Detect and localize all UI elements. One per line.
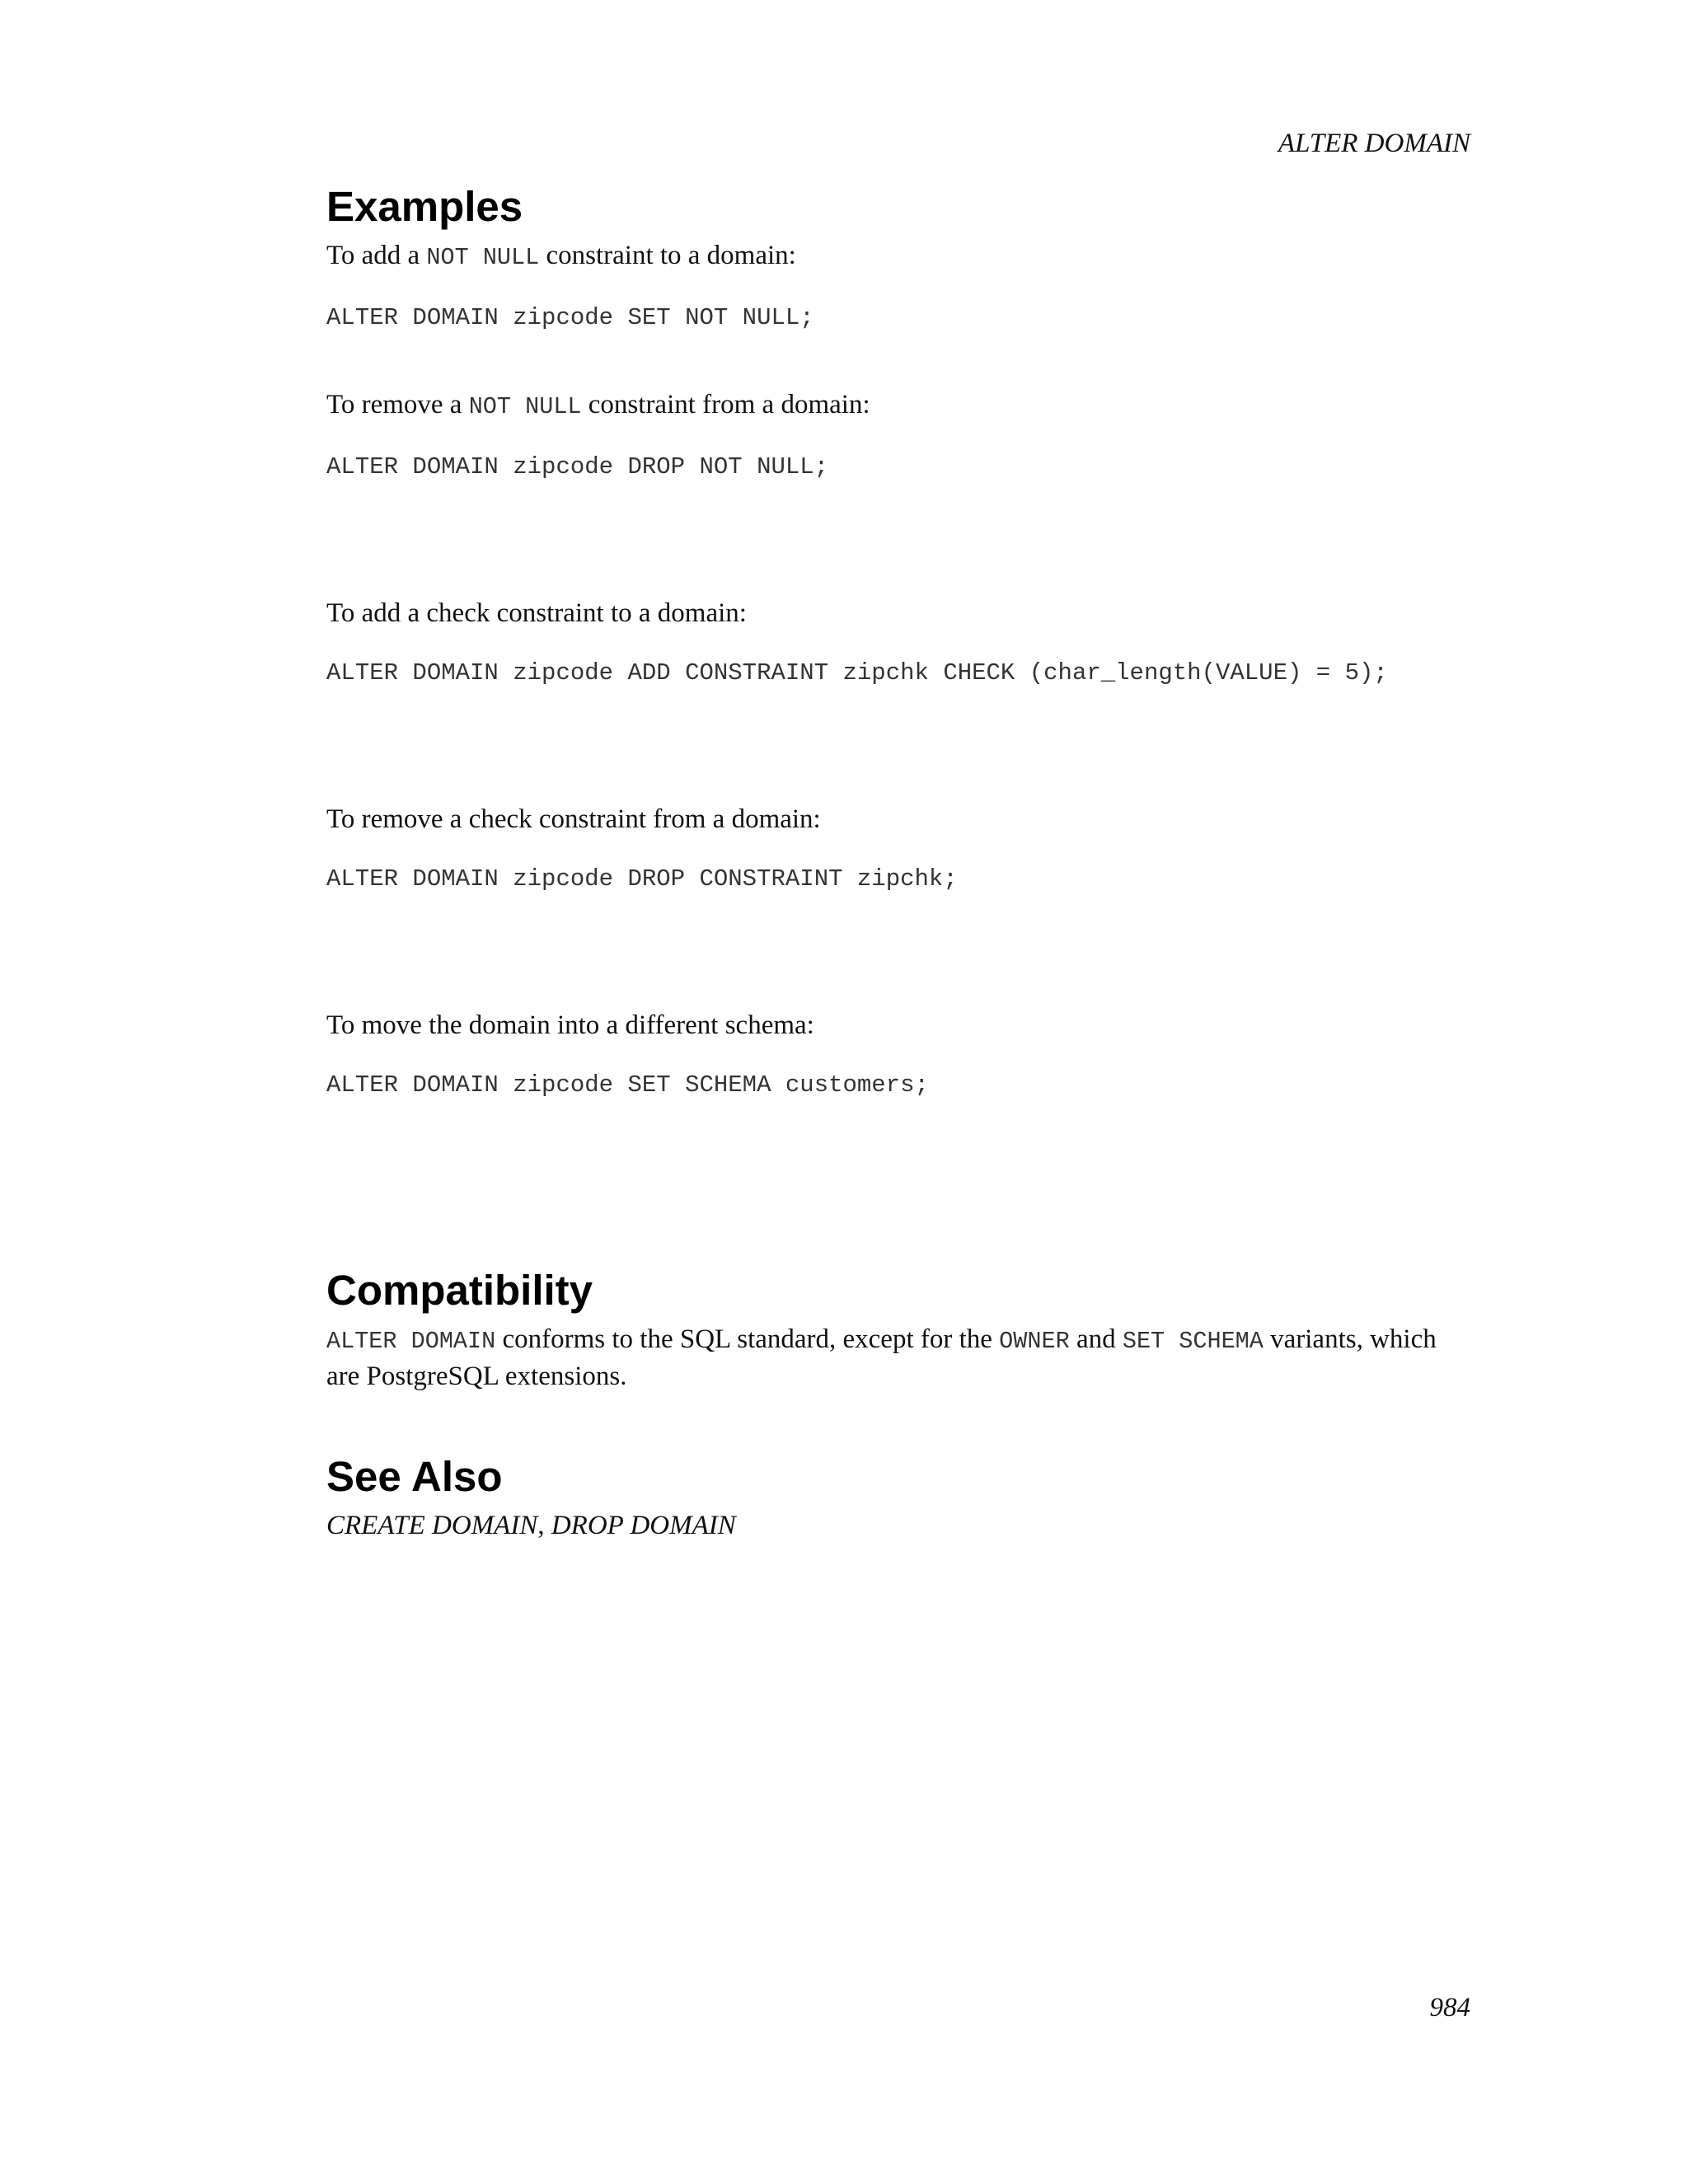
inline-code: NOT NULL [468, 393, 582, 420]
see-also-links: CREATE DOMAIN, DROP DOMAIN [326, 1511, 736, 1540]
example-2-code: ALTER DOMAIN zipcode DROP NOT NULL; [326, 453, 829, 480]
link-create-domain[interactable]: CREATE DOMAIN [326, 1511, 538, 1540]
example-1-code: ALTER DOMAIN zipcode SET NOT NULL; [326, 304, 814, 331]
example-3-code: ALTER DOMAIN zipcode ADD CONSTRAINT zipchk CHECK (char_length(VALUE) = 5); [326, 659, 1388, 687]
example-4-code: ALTER DOMAIN zipcode DROP CONSTRAINT zipchk; [326, 865, 958, 893]
page-content [326, 178, 1470, 1543]
see-also-heading: See Also [326, 1453, 503, 1500]
compatibility-heading: Compatibility [326, 1267, 593, 1314]
running-header-title: ALTER DOMAIN [1278, 129, 1470, 158]
example-5-intro: To move the domain into a different schema: [326, 1010, 814, 1040]
inline-code: ALTER DOMAIN [326, 1328, 496, 1355]
example-2-intro: To remove a NOT NULL constraint from a domain: [326, 390, 870, 420]
inline-code: SET SCHEMA [1122, 1328, 1264, 1355]
compatibility-text: ALTER DOMAIN conforms to the SQL standard, except for the OWNER and SET SCHEMA variants, which are PostgreSQL extensions. [326, 1324, 1437, 1391]
example-4-intro: To remove a check constraint from a domain: [326, 804, 821, 834]
example-3-intro: To add a check constraint to a domain: [326, 598, 747, 628]
example-1-intro: To add a NOT NULL constraint to a domain: [326, 241, 796, 271]
inline-code: NOT NULL [426, 244, 540, 271]
page-number: 984 [1429, 1993, 1470, 2022]
example-5-code: ALTER DOMAIN zipcode SET SCHEMA customers; [326, 1071, 929, 1099]
examples-heading: Examples [326, 183, 523, 230]
link-drop-domain[interactable]: DROP DOMAIN [551, 1511, 736, 1540]
inline-code: OWNER [999, 1328, 1070, 1355]
